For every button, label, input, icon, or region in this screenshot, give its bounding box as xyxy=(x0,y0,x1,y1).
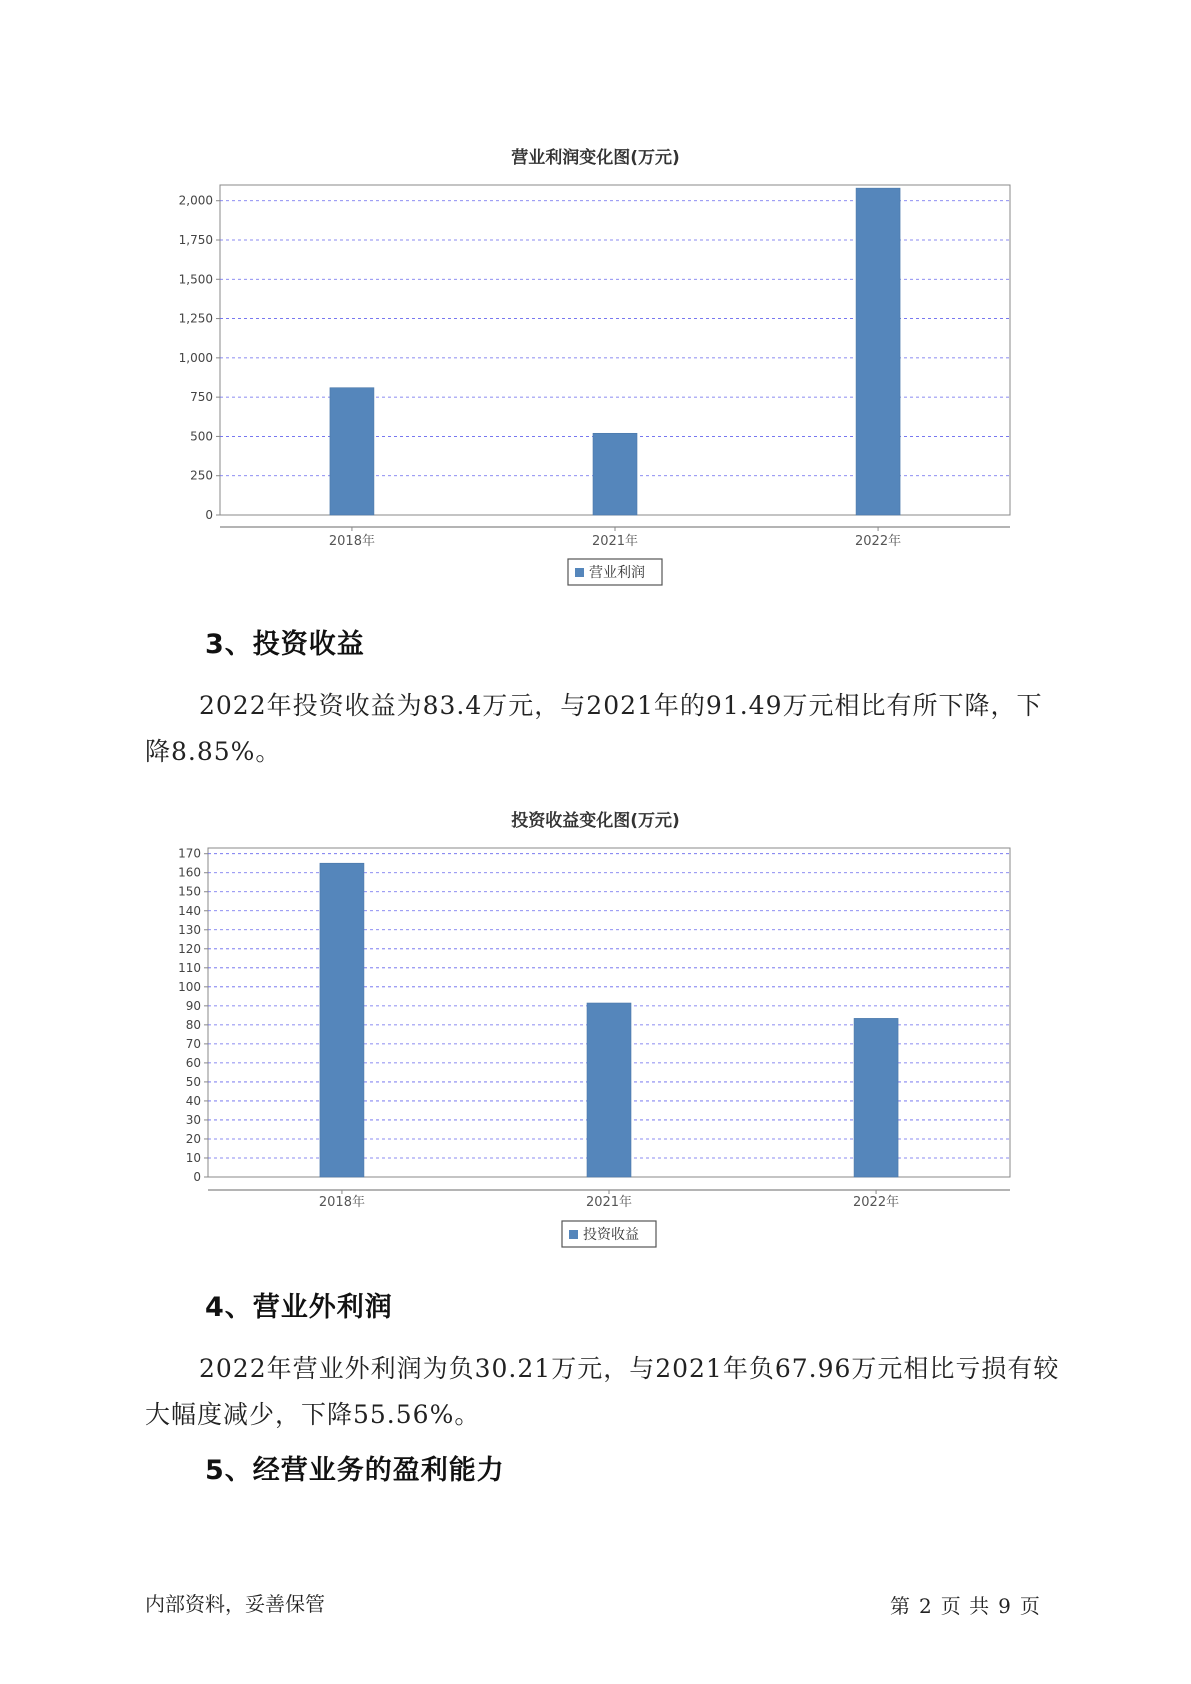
y-tick-label: 70 xyxy=(185,1036,201,1051)
footer-confidential-note: 内部资料，妥善保管 xyxy=(145,1592,325,1616)
y-tick-label: 130 xyxy=(178,922,201,937)
y-tick-label: 30 xyxy=(185,1112,201,1127)
y-tick-label: 140 xyxy=(178,903,201,918)
y-tick-label: 20 xyxy=(185,1131,201,1146)
chart-title: 营业利润变化图(万元) xyxy=(511,148,680,168)
y-tick-label: 1,750 xyxy=(178,233,213,247)
x-tick-label: 2018年 xyxy=(318,1195,365,1210)
y-tick-label: 2,000 xyxy=(178,193,213,208)
x-tick-label: 2021年 xyxy=(585,1195,633,1210)
page-mid: 页 共 xyxy=(940,1594,991,1618)
section-paragraph: 2022年营业外利润为负30.21万元，与2021年负67.96万元相比亏损有较大幅度减少，下降55.56%。 xyxy=(145,1354,1060,1429)
y-tick-label: 1,500 xyxy=(178,272,213,287)
section-heading: 4、营业外利润 xyxy=(205,1292,393,1323)
legend-label: 营业利润 xyxy=(589,565,645,581)
page-current: 2 xyxy=(919,1594,933,1618)
y-tick-label: 40 xyxy=(185,1093,201,1108)
y-tick-label: 750 xyxy=(190,390,213,405)
chart-title: 投资收益变化图(万元) xyxy=(511,811,680,831)
section-heading: 3、投资收益 xyxy=(205,629,365,660)
y-tick-label: 1,250 xyxy=(178,311,213,326)
legend-label: 投资收益 xyxy=(583,1227,639,1243)
y-tick-label: 120 xyxy=(178,941,201,956)
page-suffix: 页 xyxy=(1019,1594,1041,1618)
legend-swatch xyxy=(569,1230,578,1239)
y-tick-label: 90 xyxy=(185,998,201,1013)
y-tick-label: 170 xyxy=(178,846,201,861)
y-tick-label: 160 xyxy=(178,865,201,880)
y-tick-label: 100 xyxy=(178,979,201,994)
x-tick-label: 2021年 xyxy=(591,534,639,549)
bar xyxy=(320,863,364,1177)
bar xyxy=(587,1003,631,1177)
y-tick-label: 0 xyxy=(205,508,213,522)
page-number xyxy=(890,1590,1049,1619)
y-tick-label: 0 xyxy=(193,1170,201,1184)
x-tick-label: 2022年 xyxy=(853,1195,900,1210)
section-heading: 5、经营业务的盈利能力 xyxy=(205,1455,505,1486)
x-tick-label: 2018年 xyxy=(328,534,375,549)
y-tick-label: 50 xyxy=(185,1074,201,1089)
x-tick-label: 2022年 xyxy=(855,534,902,549)
y-tick-label: 110 xyxy=(178,960,201,975)
section-paragraph: 2022年投资收益为83.4万元，与2021年的91.49万元相比有所下降，下降8.85%。 xyxy=(145,691,1043,766)
y-tick-label: 10 xyxy=(185,1150,201,1165)
y-tick-label: 80 xyxy=(185,1017,201,1032)
y-tick-label: 150 xyxy=(178,884,201,899)
page-total: 9 xyxy=(998,1594,1012,1618)
page-prefix: 第 xyxy=(890,1594,911,1618)
y-tick-label: 60 xyxy=(185,1055,201,1070)
y-tick-label: 1,000 xyxy=(178,350,213,365)
y-tick-label: 500 xyxy=(190,429,213,444)
bar xyxy=(854,1018,898,1177)
y-tick-label: 250 xyxy=(190,468,213,483)
